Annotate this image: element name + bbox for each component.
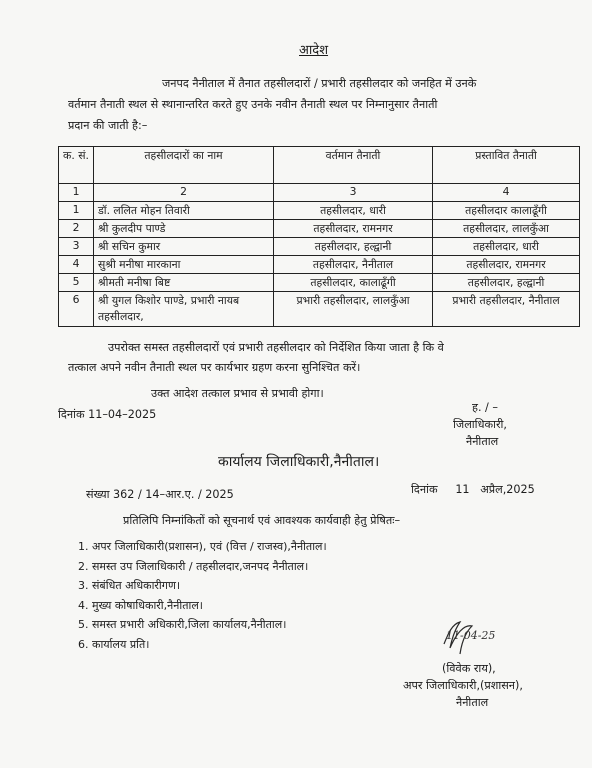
signature-mark: ह. / –: [472, 401, 498, 414]
table-row: [59, 202, 580, 220]
reference-date: दिनांक 11 अप्रैल,2025: [411, 483, 535, 496]
table-row: [59, 238, 580, 256]
current-posting: प्रभारी तहसीलदार, लालकुँआ: [274, 292, 433, 327]
officer-name: श्रीमती मनीषा बिष्ट: [94, 274, 274, 292]
effect-statement: उक्त आदेश तत्काल प्रभाव से प्रभावी होगा।: [151, 387, 324, 400]
proposed-posting: तहसीलदार, लालकुँआ: [433, 220, 580, 238]
list-item: 4. मुख्य कोषाधिकारी,नैनीताल।: [92, 596, 327, 616]
current-posting: तहसीलदार, हल्द्वानी: [274, 238, 433, 256]
officer-name: श्री सचिन कुमार: [94, 238, 274, 256]
column-number: 2: [94, 184, 274, 202]
current-posting: तहसीलदार, धारी: [274, 202, 433, 220]
intro-line-3: प्रदान की जाती है:–: [68, 119, 148, 132]
officer-name: श्री युगल किशोर पाण्डे, प्रभारी नायब तहसीलदार,: [94, 292, 274, 327]
list-item: 5. समस्त प्रभारी अधिकारी,जिला कार्यालय,नैनीताल।: [92, 615, 327, 635]
header-serial: क. सं.: [59, 147, 94, 184]
order-title: आदेश: [299, 43, 329, 58]
header-proposed-posting: प्रस्तावित तैनाती: [433, 147, 580, 184]
table-row: [59, 256, 580, 274]
current-posting: तहसीलदार, कालाढूँगी: [274, 274, 433, 292]
proposed-posting: तहसीलदार, हल्द्वानी: [433, 274, 580, 292]
signatory-place-2: नैनीताल: [456, 696, 489, 709]
table-row: [59, 274, 580, 292]
column-number-row: [59, 184, 580, 202]
proposed-posting: प्रभारी तहसीलदार, नैनीताल: [433, 292, 580, 327]
directive-line-1: उपरोक्त समस्त तहसीलदारों एवं प्रभारी तहसीलदार को निर्देशित किया जाता है कि वे: [108, 341, 444, 354]
signatory-place: नैनीताल: [466, 435, 499, 448]
signatory-designation-2: अपर जिलाधिकारी,(प्रशासन),: [403, 679, 523, 692]
officer-name: डॉ. ललित मोहन तिवारी: [94, 202, 274, 220]
signatory-name: (विवेक राय),: [442, 662, 496, 675]
officer-name: श्री कुलदीप पाण्डे: [94, 220, 274, 238]
table-row: [59, 220, 580, 238]
intro-line-1: जनपद नैनीताल में तैनात तहसीलदारों / प्रभारी तहसीलदार को जनहित में उनके: [162, 77, 477, 90]
proposed-posting: तहसीलदार, धारी: [433, 238, 580, 256]
column-number: 1: [59, 184, 94, 202]
list-item: 1. अपर जिलाधिकारी(प्रशासन), एवं (वित्त / राजस्व),नैनीताल।: [92, 537, 327, 557]
table-header-row: [59, 147, 580, 184]
column-number: 3: [274, 184, 433, 202]
current-posting: तहसीलदार, रामनगर: [274, 220, 433, 238]
row-serial: 6: [59, 292, 94, 327]
intro-line-2: वर्तमान तैनाती स्थल से स्थानान्तरित करते हुए उनके नवीन तैनाती स्थल पर निम्नानुसार तैनाती: [68, 98, 438, 111]
row-serial: 2: [59, 220, 94, 238]
intro-paragraph: [68, 73, 578, 136]
signature-date: 11-04-25: [446, 629, 496, 642]
copy-recipient-list: [70, 537, 327, 655]
column-number: 4: [433, 184, 580, 202]
table-row: [59, 292, 580, 327]
transfer-table: [58, 146, 580, 327]
reference-number: संख्या 362 / 14–आर.ए. / 2025: [86, 488, 234, 501]
list-item: 6. कार्यालय प्रति।: [92, 635, 327, 655]
list-item: 3. संबंधित अधिकारीगण।: [92, 576, 327, 596]
row-serial: 4: [59, 256, 94, 274]
signatory-designation: जिलाधिकारी,: [453, 418, 507, 431]
row-serial: 1: [59, 202, 94, 220]
proposed-posting: तहसीलदार कालाढूँगी: [433, 202, 580, 220]
directive-paragraph: [68, 338, 578, 378]
office-title: कार्यालय जिलाधिकारी,नैनीताल।: [218, 454, 380, 470]
header-name: तहसीलदारों का नाम: [94, 147, 274, 184]
list-item: 2. समस्त उप जिलाधिकारी / तहसीलदार,जनपद नैनीताल।: [92, 557, 327, 577]
header-current-posting: वर्तमान तैनाती: [274, 147, 433, 184]
current-posting: तहसीलदार, नैनीताल: [274, 256, 433, 274]
directive-line-2: तत्काल अपने नवीन तैनाती स्थल पर कार्यभार ग्रहण करना सुनिश्चित करें।: [68, 361, 361, 374]
officer-name: सुश्री मनीषा मारकाना: [94, 256, 274, 274]
row-serial: 5: [59, 274, 94, 292]
order-date: दिनांक 11–04–2025: [58, 408, 157, 421]
row-serial: 3: [59, 238, 94, 256]
copy-intro: प्रतिलिपि निम्नांकितों को सूचनार्थ एवं आवश्यक कार्यवाही हेतु प्रेषितः–: [123, 514, 401, 527]
proposed-posting: तहसीलदार, रामनगर: [433, 256, 580, 274]
